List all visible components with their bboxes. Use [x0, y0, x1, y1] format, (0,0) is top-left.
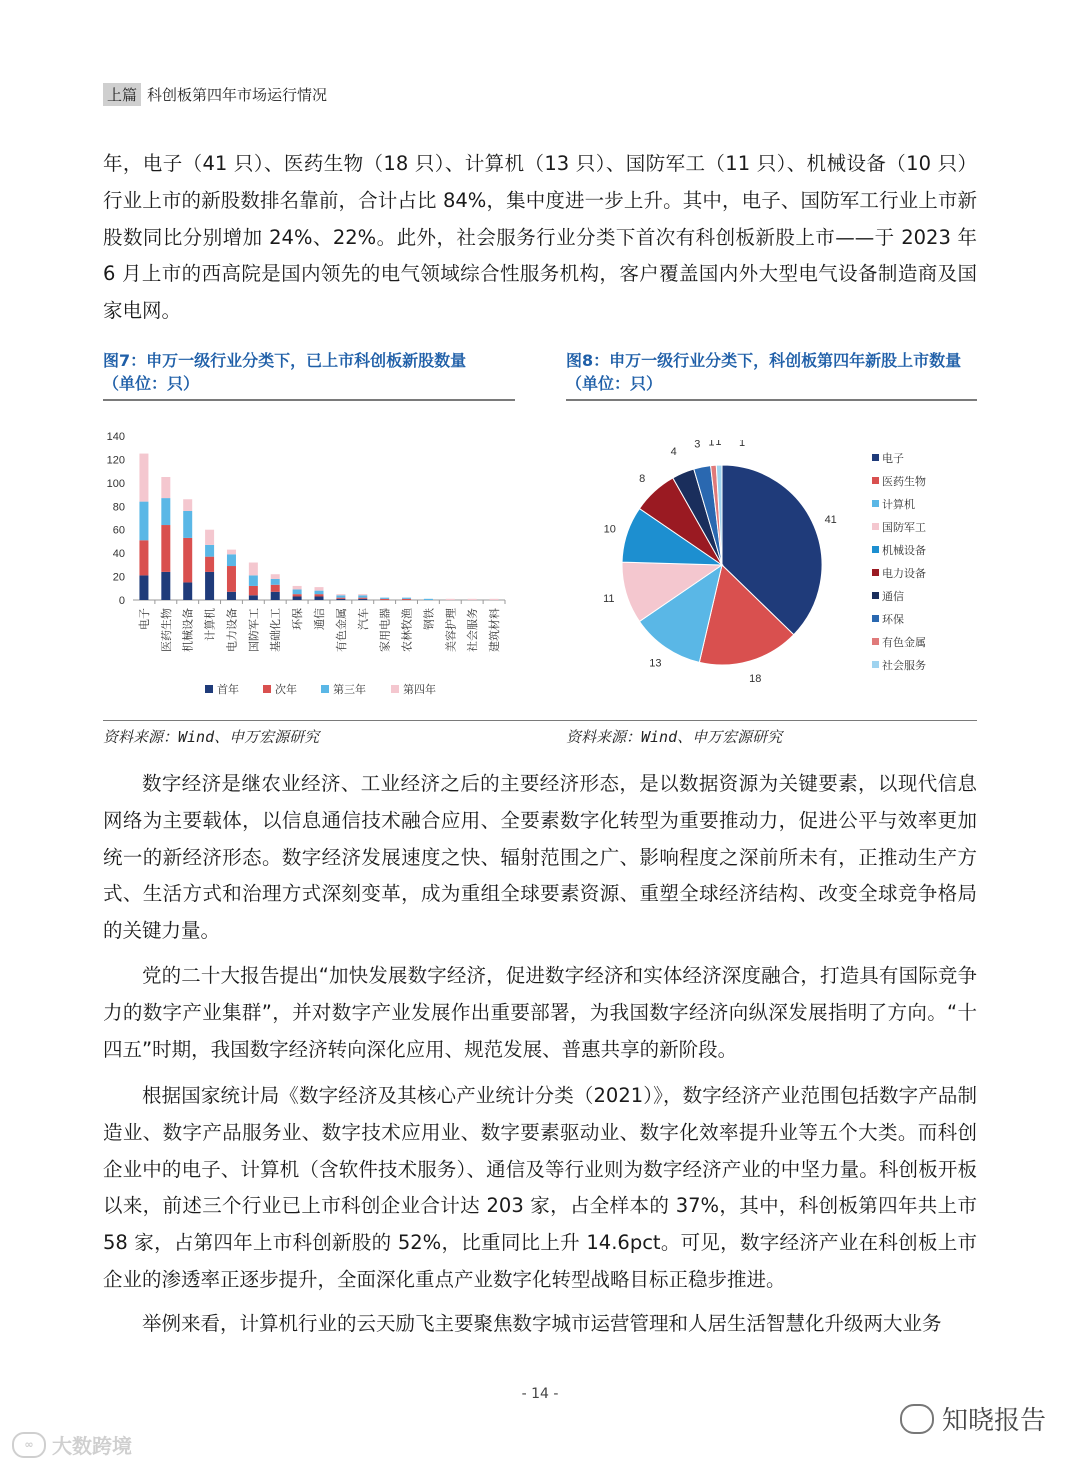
pie-legend-swatch: [872, 477, 879, 484]
bar-x-tick-label: 电力设备: [226, 608, 239, 652]
pie-slice-label: 4: [670, 445, 677, 458]
bar-segment: [205, 557, 214, 572]
figure8-title-line2: （单位：只）: [566, 374, 663, 393]
pie-chart-svg: [590, 440, 980, 690]
pie-legend-label: 机械设备: [882, 545, 926, 557]
pie-legend-swatch: [872, 592, 879, 599]
figure7-title-line1: 图7：申万一级行业分类下，已上市科创板新股数量: [103, 351, 467, 370]
bar-segment: [139, 454, 148, 502]
paragraph-4: 根据国家统计局《数字经济及其核心产业统计分类（2021）》，数字经济产业范围包括数字产品制造业、数字产品服务业、数字技术应用业、数字要素驱动业、数字化效率提升业等五个大类。而科创企业中的电子、计算机（含软件技术服务）、通信及等行业则为数字经济产业的中坚力量。科创板开板以来，前述三个行业已上市科创企业合计达 203 家，占全样本的 37%，其中，科创板第四年共上市 58 家，占第四年上市科创新股的 52%，比重同比上升 14.6pct。可见，数字经济产业在科创板上市企业的渗透率正逐步提升，全面深化重点产业数字化转型战略目标正稳步推进。: [103, 1084, 977, 1291]
pie-legend-swatch: [872, 523, 879, 530]
wechat-icon: [900, 1404, 934, 1434]
pie-slice-label: 1: [708, 440, 715, 449]
bar-y-tick-label: 80: [112, 501, 125, 514]
bar-segment: [336, 595, 345, 597]
bar-segment: [271, 574, 280, 579]
pie-slice-label: 10: [603, 523, 616, 536]
bar-x-tick-label: 机械设备: [182, 608, 195, 652]
bar-x-tick-label: 计算机: [204, 608, 217, 641]
bar-segment: [358, 599, 367, 600]
bar-segment: [293, 594, 302, 596]
bar-segment: [183, 538, 192, 583]
bar-chart-svg: [95, 420, 520, 710]
figure8-title: [566, 349, 961, 395]
bar-segment: [183, 499, 192, 511]
page-header: [103, 82, 327, 106]
pie-legend-label: 电子: [882, 453, 904, 465]
figure7-source: 资料来源：Wind、申万宏源研究: [103, 728, 320, 746]
pie-slice-label: 8: [639, 473, 646, 486]
bar-y-tick-label: 120: [106, 454, 125, 467]
bar-y-tick-label: 20: [112, 571, 125, 584]
bar-segment: [249, 563, 258, 576]
bar-legend-swatch: [263, 685, 271, 693]
bar-x-tick-label: 社会服务: [467, 608, 480, 652]
bar-segment: [249, 595, 258, 600]
bar-segment: [205, 530, 214, 545]
figure8-rule: [566, 399, 977, 401]
bar-x-tick-label: 环保: [292, 608, 305, 630]
watermark-right: [900, 1400, 1046, 1437]
source-rule: [103, 720, 977, 721]
pie-extra-label: 1: [738, 440, 746, 449]
header-tag: 上篇: [103, 83, 141, 106]
bar-segment: [139, 540, 148, 575]
pie-legend-swatch: [872, 454, 879, 461]
pie-slice-label: 41: [824, 514, 837, 527]
pie-slice-label: 3: [694, 440, 701, 451]
bar-x-tick-label: 通信: [314, 608, 326, 630]
header-title: 科创板第四年市场运行情况: [147, 85, 328, 104]
watermark-left: [12, 1430, 132, 1459]
pie-legend-swatch: [872, 569, 879, 576]
bar-x-tick-label: 钢铁: [423, 608, 436, 630]
figure7-title: [103, 349, 466, 395]
pie-legend-label: 社会服务: [882, 660, 926, 672]
bar-legend-label: 首年: [217, 684, 239, 696]
bar-segment: [358, 598, 367, 599]
bar-segment: [161, 572, 170, 600]
pie-legend-swatch: [872, 638, 879, 645]
bar-segment: [227, 566, 236, 592]
bar-legend-label: 次年: [275, 684, 297, 696]
bar-segment: [380, 598, 389, 599]
bar-segment: [315, 591, 324, 595]
watermark-right-text: 知晓报告: [942, 1406, 1047, 1436]
bar-segment: [205, 572, 214, 600]
bar-segment: [293, 596, 302, 600]
bar-segment: [183, 582, 192, 600]
bar-segment: [227, 592, 236, 600]
bar-chart: [95, 420, 520, 714]
pie-legend-label: 医药生物: [882, 476, 926, 488]
pie-legend-label: 通信: [882, 591, 904, 603]
bar-segment: [336, 599, 345, 600]
bar-y-tick-label: 0: [118, 595, 125, 607]
paragraph-5: 举例来看，计算机行业的云天励飞主要聚焦数字城市运营管理和人居生活智慧化升级两大业务: [142, 1312, 942, 1335]
bar-x-tick-label: 有色金属: [335, 608, 348, 652]
bar-segment: [139, 502, 148, 541]
bar-legend-swatch: [391, 685, 399, 693]
figure7-rule: [103, 399, 515, 401]
bar-segment: [139, 575, 148, 600]
bar-x-tick-label: 汽车: [357, 608, 370, 630]
bar-legend-swatch: [205, 685, 213, 693]
pie-legend-label: 国防军工: [882, 522, 926, 534]
bar-segment: [336, 594, 345, 595]
bar-segment: [468, 599, 477, 600]
bar-segment: [315, 587, 324, 591]
bar-x-tick-label: 家用电器: [379, 608, 392, 652]
bar-y-tick-label: 40: [112, 548, 125, 561]
bar-legend-label: 第四年: [403, 684, 436, 696]
pie-legend-swatch: [872, 546, 879, 553]
paragraph-2: 数字经济是继农业经济、工业经济之后的主要经济形态，是以数据资源为关键要素，以现代信息网络为主要载体，以信息通信技术融合应用、全要素数字化转型为重要推动力，促进公平与效率更加统一的新经济形态。数字经济发展速度之快、辐射范围之广、影响程度之深前所未有，正推动生产方式、生活方式和治理方式深刻变革，成为重组全球要素资源、重塑全球经济结构、改变全球竞争格局的关键力量。: [103, 772, 977, 943]
pie-legend-label: 有色金属: [882, 637, 926, 649]
pie-slice-label: 11: [603, 593, 615, 606]
bar-x-tick-label: 电子: [138, 608, 151, 630]
watermark-badge-icon: ∞: [12, 1432, 46, 1458]
bar-x-tick-label: 农林牧渔: [401, 608, 414, 652]
bar-segment: [183, 511, 192, 538]
bar-segment: [293, 586, 302, 590]
watermark-left-text: 大数跨境: [52, 1434, 132, 1458]
bar-segment: [205, 545, 214, 557]
bar-segment: [315, 596, 324, 600]
bar-segment: [402, 598, 411, 599]
bar-segment: [161, 477, 170, 498]
bar-segment: [227, 554, 236, 566]
pie-legend-label: 环保: [882, 614, 904, 626]
bar-segment: [293, 589, 302, 594]
bar-segment: [446, 599, 455, 600]
bar-y-tick-label: 100: [106, 477, 125, 490]
bar-segment: [336, 598, 345, 599]
bar-x-tick-label: 建筑材料: [489, 608, 502, 652]
bar-segment: [490, 599, 499, 600]
pie-chart: [590, 440, 980, 694]
pie-legend-swatch: [872, 500, 879, 507]
bar-legend-swatch: [321, 685, 329, 693]
pie-slice-label: 1: [715, 440, 722, 449]
bar-segment: [249, 575, 258, 586]
bar-segment: [249, 586, 258, 595]
pie-slice-label: 18: [749, 673, 762, 686]
pie-slice-label: 13: [649, 657, 662, 670]
bar-x-tick-label: 美容护理: [445, 608, 458, 652]
pie-legend-swatch: [872, 661, 879, 668]
paragraph-1: 年，电子（41 只）、医药生物（18 只）、计算机（13 只）、国防军工（11 只）、机械设备（10 只）行业上市的新股数排名靠前，合计占比 84%，集中度进一步上升。其中，电子、国防军工行业上市新股数同比分别增加 24%、22%。此外，社会服务行业分类下首次有科创板新股上市——于 2023 年 6 月上市的西高院是国内领先的电气领域综合性服务机构，客户覆盖国内外大型电气设备制造商及国家电网。: [103, 152, 977, 323]
bar-segment: [315, 594, 324, 596]
bar-segment: [424, 599, 433, 600]
figure8-source: 资料来源：Wind、申万宏源研究: [566, 728, 783, 746]
bar-segment: [271, 592, 280, 600]
bar-segment: [161, 498, 170, 525]
bar-segment: [402, 599, 411, 600]
bar-segment: [358, 595, 367, 597]
paragraph-3: 党的二十大报告提出“加快发展数字经济，促进数字经济和实体经济深度融合，打造具有国际竞争力的数字产业集群”，并对数字产业发展作出重要部署，为我国数字经济向纵深发展指明了方向。“十四五”时期，我国数字经济转向深化应用、规范发展、普惠共享的新阶段。: [103, 964, 977, 1061]
pie-legend-label: 电力设备: [882, 568, 926, 580]
page-number: - 14 -: [521, 1386, 559, 1402]
bar-segment: [358, 594, 367, 595]
pie-legend-label: 计算机: [882, 499, 915, 511]
bar-x-tick-label: 医药生物: [160, 608, 173, 652]
bar-legend-label: 第三年: [333, 684, 366, 696]
bar-y-tick-label: 60: [112, 524, 125, 537]
bar-y-tick-label: 140: [106, 431, 125, 443]
pie-legend-swatch: [872, 615, 879, 622]
bar-segment: [271, 585, 280, 592]
figure7-title-line2: （单位：只）: [103, 374, 200, 393]
figure8-title-line1: 图8：申万一级行业分类下，科创板第四年新股上市数量: [566, 351, 962, 370]
bar-segment: [380, 599, 389, 600]
bar-x-tick-label: 基础化工: [270, 608, 283, 652]
bar-x-tick-label: 国防军工: [248, 608, 261, 652]
bar-segment: [271, 579, 280, 585]
bar-segment: [161, 525, 170, 572]
bar-segment: [227, 550, 236, 555]
